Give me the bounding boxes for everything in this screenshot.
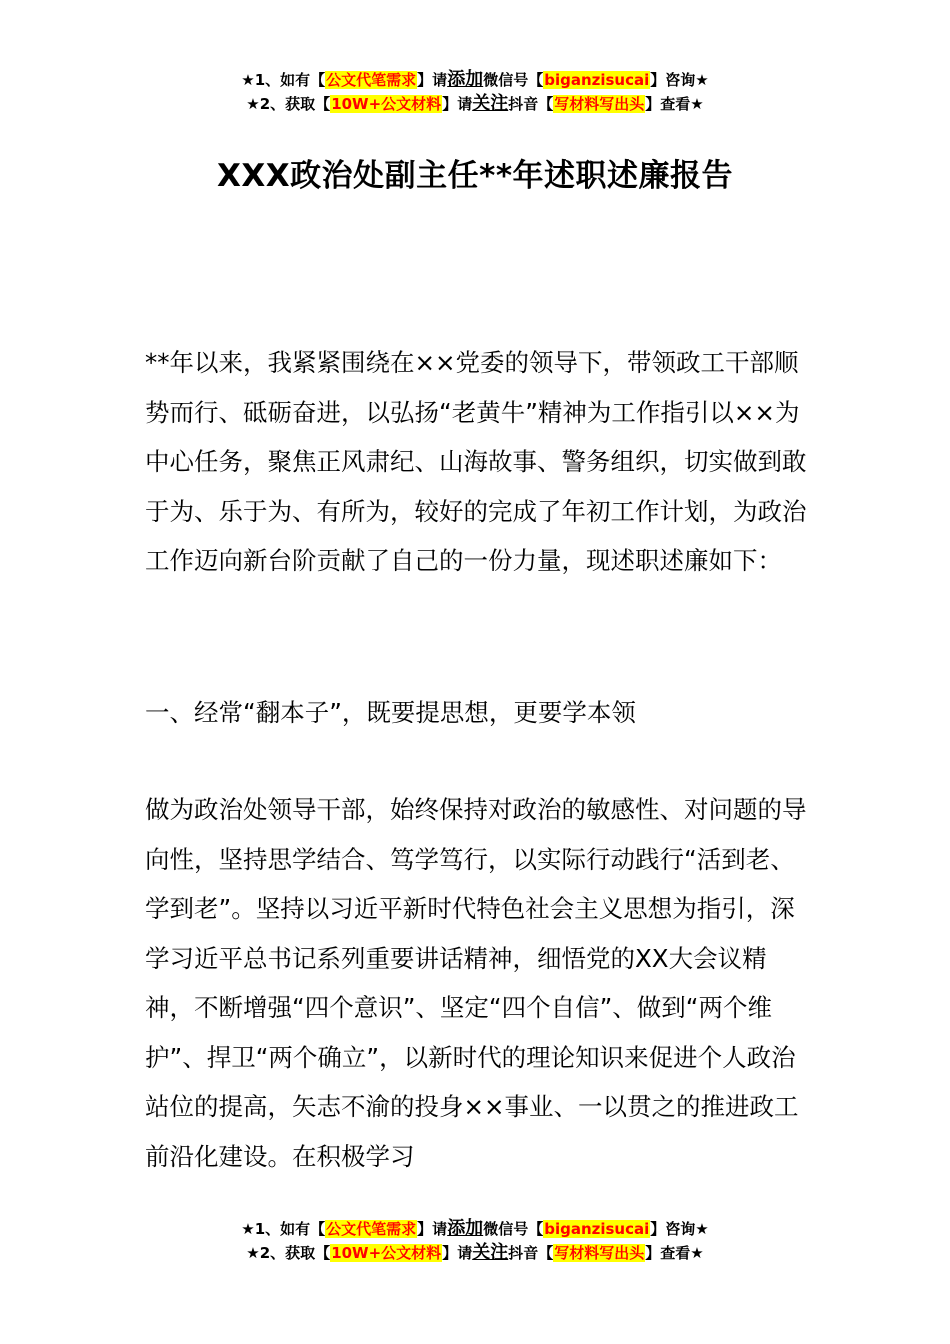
- banner-highlight: 10W+公文材料: [331, 1244, 442, 1262]
- banner-emphasis: 添加: [447, 69, 484, 90]
- banner-wechat-id: biganzisucai: [544, 71, 650, 89]
- banner-highlight: 公文代笔需求: [326, 71, 417, 89]
- banner-line-1: [0, 68, 950, 92]
- document-title: XXX政治处副主任**年述职述廉报告: [216, 158, 734, 194]
- banner-text: 】查看★: [645, 95, 704, 113]
- banner-wechat-id: biganzisucai: [544, 1220, 650, 1238]
- banner-text: 】查看★: [645, 1244, 704, 1262]
- banner-highlight: 10W+公文材料: [331, 95, 442, 113]
- banner-emphasis: 关注: [472, 1242, 509, 1263]
- intro-paragraph: **年以来，我紧紧围绕在××党委的领导下，带领政工干部顺势而行、砥砺奋进，以弘扬“老黄牛”精神为工作指引以××为中心任务，聚焦正风肃纪、山海故事、警务组织，切实做到敢于为、乐于为、有所为，较好的完成了年初工作计划，为政治工作迈向新台阶贡献了自己的一份力量，现述职述廉如下：: [145, 348, 807, 575]
- banner-text: ★2、获取【: [246, 1244, 331, 1262]
- banner-text: 】请: [417, 71, 448, 89]
- banner-highlight: 公文代笔需求: [326, 1220, 417, 1238]
- section-heading: 一、经常“翻本子”，既要提思想，更要学本领: [145, 698, 636, 727]
- banner-douyin-id: 写材料写出头: [554, 95, 645, 113]
- banner-line-1: [0, 1217, 950, 1241]
- banner-text: 抖音【: [508, 1244, 554, 1262]
- header-banner: [0, 68, 950, 116]
- banner-douyin-id: 写材料写出头: [554, 1244, 645, 1262]
- banner-text: 微信号【: [483, 71, 544, 89]
- banner-text: ★1、如有【: [241, 71, 326, 89]
- banner-emphasis: 关注: [472, 93, 509, 114]
- banner-text: 】请: [442, 95, 473, 113]
- banner-line-2: [0, 92, 950, 116]
- banner-text: 】请: [417, 1220, 448, 1238]
- banner-line-2: [0, 1241, 950, 1265]
- banner-emphasis: 添加: [447, 1218, 484, 1239]
- banner-text: 】咨询★: [650, 1220, 709, 1238]
- banner-text: ★2、获取【: [246, 95, 331, 113]
- body-paragraph: 做为政治处领导干部，始终保持对政治的敏感性、对问题的导向性，坚持思学结合、笃学笃行，以实际行动践行“活到老、学到老”。坚持以习近平新时代特色社会主义思想为指引，深学习近平总书记系列重要讲话精神，细悟党的XX大会议精神，不断增强“四个意识”、坚定“四个自信”、做到“两个维护”、捍卫“两个确立”，以新时代的理论知识来促进个人政治站位的提高，矢志不渝的投身××事业、一以贯之的推进政工前沿化建设。在积极学习: [145, 795, 807, 1171]
- footer-banner: [0, 1217, 950, 1265]
- banner-text: 】咨询★: [650, 71, 709, 89]
- banner-text: 抖音【: [508, 95, 554, 113]
- banner-text: ★1、如有【: [241, 1220, 326, 1238]
- banner-text: 微信号【: [483, 1220, 544, 1238]
- banner-text: 】请: [442, 1244, 473, 1262]
